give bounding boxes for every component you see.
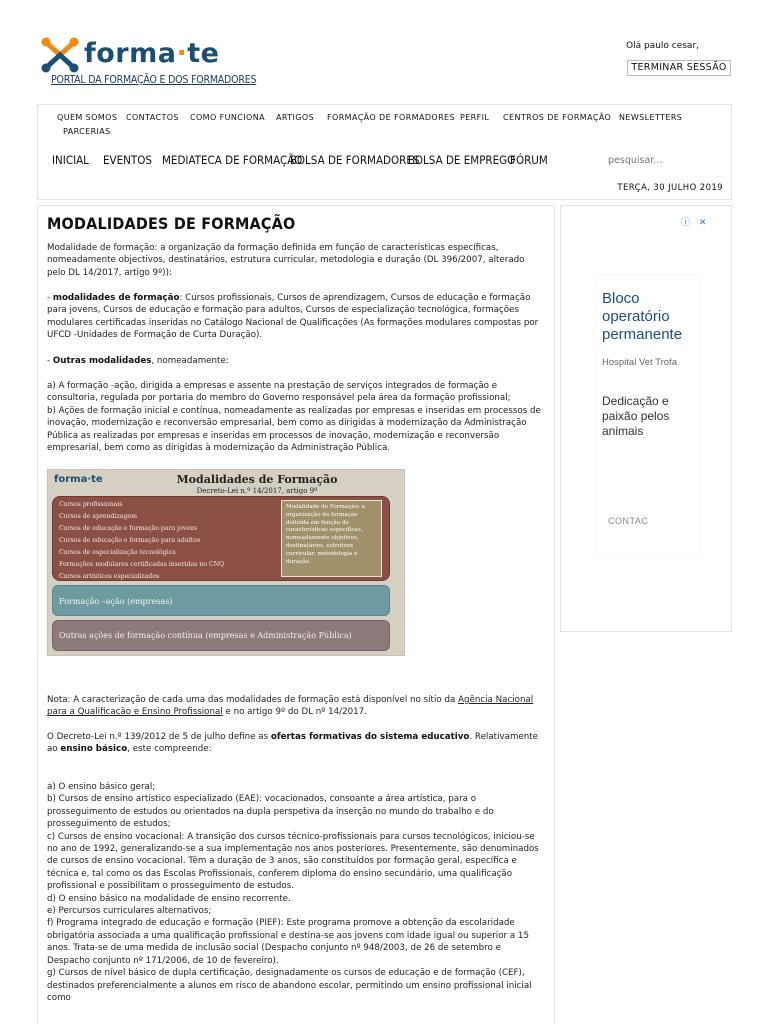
article-p4: b) Ações de formação inicial e contínua, nomeadamente as realizadas por empresas e inseridas em processos de inovação, modernização e reconversão empresarial, bem como as dirigidas à modernização da Administração Pública as realizadas por empresas e inseridas em processos de inovação, modernização e reconversão empresarial, bem como as dirigidas à modernização da Administração Pública.	[47, 406, 541, 454]
main-nav-inicial[interactable]: INICIAL	[52, 153, 89, 167]
main-nav-forum[interactable]: FÓRUM	[510, 153, 548, 167]
list-item: a) O ensino básico geral;	[47, 782, 156, 792]
ad-contact-button[interactable]: CONTAC	[608, 516, 649, 526]
figure-item: Cursos artísticos especializados	[59, 573, 160, 580]
logo-x-icon	[40, 36, 80, 74]
user-greeting: Olá paulo cesar,	[626, 41, 700, 51]
figure-definition-note: Modalidade de Formação: a organização da formação definida em função de características específicas, nomeadamente objetivos, destinatários, estrutura curricular, metodologia e duração.	[281, 500, 382, 577]
top-nav-artigos[interactable]: ARTIGOS	[276, 113, 315, 122]
figure-item: Cursos de especialização tecnológica	[59, 549, 176, 556]
figure-outras-acoes-box: Outras ações de formação contínua (empresas e Administração Pública)	[52, 620, 390, 651]
list-item: c) Cursos de ensino vocacional: A transição dos cursos técnico-profissionais para cursos tecnológicos, iniciou-se no ano de 1992, generalizando-se a sua implementação nos anos posteriores. Presentemente, são denominados de cursos de ensino vocacional. Têm a duração de 3 anos, são constituídos por formação geral, específica e técnica e, tal como os das Escolas Profissionais, conferem diploma do ensino secundário, uma qualificação profissional e possibilitam o prosseguimento de estudos.	[47, 831, 539, 892]
top-nav-perfil[interactable]: PERFIL	[460, 113, 490, 122]
top-nav-como-funciona[interactable]: COMO FUNCIONA	[190, 113, 265, 122]
site-tagline[interactable]: PORTAL DA FORMAÇÃO E DOS FORMADORES	[51, 74, 257, 86]
main-nav-mediateca[interactable]: MEDIATECA DE FORMAÇÃO	[162, 153, 303, 167]
search-input[interactable]	[608, 152, 718, 168]
page-title: MODALIDADES DE FORMAÇÃO	[47, 214, 296, 233]
top-nav-parcerias[interactable]: PARCERIAS	[63, 127, 111, 136]
ad-advertiser: Hospital Vet Trofa	[602, 357, 677, 368]
ad-choices-icon[interactable]: ⓘ ✕	[681, 218, 710, 228]
logout-button[interactable]: TERMINAR SESSÃO	[627, 60, 731, 76]
figure-subtitle: Decreto-Lei n.º 14/2017, artigo 9º	[196, 487, 318, 495]
main-nav-eventos[interactable]: EVENTOS	[103, 153, 152, 167]
figure-logo: forma·te	[54, 474, 103, 485]
figure-item: Cursos de aprendizagem	[59, 513, 137, 520]
current-date: TERÇA, 30 JULHO 2019	[617, 183, 723, 193]
top-nav-quem-somos[interactable]: QUEM SOMOS	[57, 113, 118, 122]
list-item: b) Cursos de ensino artístico especializado (EAE): vocacionados, consoante a área artística, para o prosseguimento de estudos ou orientados na dupla perspetiva da inserção no mundo do trabalho e do prosseguimento de estudos;	[47, 794, 494, 830]
main-nav-bolsa-formadores[interactable]: BOLSA DE FORMADORES	[290, 153, 420, 167]
logo-wordmark: forma·te	[84, 38, 220, 69]
agencia-link[interactable]: Agência Nacional para a Qualificação e Ensino Profissional	[47, 695, 534, 718]
article-p2: - Outras modalidades, nomeadamente:	[47, 356, 229, 366]
list-item: f) Programa integrado de educação e formação (PIEF): Este programa promove a obtenção da escolaridade obrigatória associada a uma qualificação profissional e destina-se aos jovens com idade igual ou superior a 15 anos. Trata-se de uma medida de inclusão social (Despacho conjunto nº 948/2003, de 26 de setembro e Despacho conjunto nº 171/2006, de 10 de fevereiro).	[47, 918, 529, 966]
top-nav-newsletters[interactable]: NEWSLETTERS	[619, 113, 683, 122]
article-p1: - modalidades de formação: Cursos profissionais, Cursos de aprendizagem, Cursos de educação e formação para jovens, Cursos de educação e formação para adultos, Cursos de especialização tecnológica, formações modulares certificadas inseridas no Catálogo Nacional de Qualificações (As formações modulares compostas por UFCD -Unidades de Formação de Curta Duração).	[47, 293, 539, 341]
main-nav-bolsa-emprego[interactable]: BOLSA DE EMPREGO	[408, 153, 516, 167]
article-decreto: O Decreto-Lei n.º 139/2012 de 5 de julho define as ofertas formativas do sistema educativo. Relativamente ao ensino básico, este compreende:	[47, 732, 539, 755]
list-item: g) Cursos de nível básico de dupla certificação, designadamente os cursos de educação e de formação (CEF), destinados preferencialmente a alunos em risco de abandono escolar, permitindo um ensino profissional inicial como	[47, 968, 532, 1003]
article-note: Nota: A caracterização de cada uma das modalidades de formação está disponível no sítio da Agência Nacional para a Qualificação e Ensino Profissional e no artigo 9º do DL nº 14/2017.	[47, 695, 534, 718]
figure-item: Cursos de educação e formação para jovens	[59, 525, 198, 532]
modalidades-figure	[47, 469, 405, 656]
article-p3: a) A formação -ação, dirigida a empresas e assente na prestação de serviços integrados de formação e consultoria, regulada por portaria do membro do Governo responsável pela área da formação profissional;	[47, 381, 511, 404]
top-nav-contactos[interactable]: CONTACTOS	[126, 113, 179, 122]
figure-formacao-acao-box: Formação –ação (empresas)	[52, 585, 390, 616]
ad-title[interactable]: Bloco operatório permanente	[602, 290, 683, 343]
ad-body: Dedicação e paixão pelos animais	[602, 394, 670, 438]
figure-title: Modalidades de Formação	[176, 473, 338, 486]
ensino-basico-list	[47, 781, 543, 1004]
top-nav-centros-formacao[interactable]: CENTROS DE FORMAÇÃO	[503, 113, 612, 122]
article-intro: Modalidade de formação: a organização da formação definida em função de características específicas, nomeadamente objectivos, destinatários, estrutura curricular, metodologia e duração (DL 396/2007, alterado pelo DL 14/2017, artigo 9º)):	[47, 243, 525, 278]
figure-item: Formações modulares certificadas inseridas no CNQ	[59, 561, 225, 568]
figure-item: Cursos profissionais	[59, 501, 123, 508]
figure-item: Cursos de educação e formação para adultos	[59, 537, 201, 544]
list-item: d) O ensino básico na modalidade de ensino recorrente.	[47, 893, 291, 904]
figure-modalities-list	[59, 499, 224, 583]
site-logo[interactable]	[40, 36, 240, 76]
list-item: e) Percursos curriculares alternativos;	[47, 906, 212, 917]
top-nav-formacao-formadores[interactable]: FORMAÇÃO DE FORMADORES	[327, 113, 455, 122]
